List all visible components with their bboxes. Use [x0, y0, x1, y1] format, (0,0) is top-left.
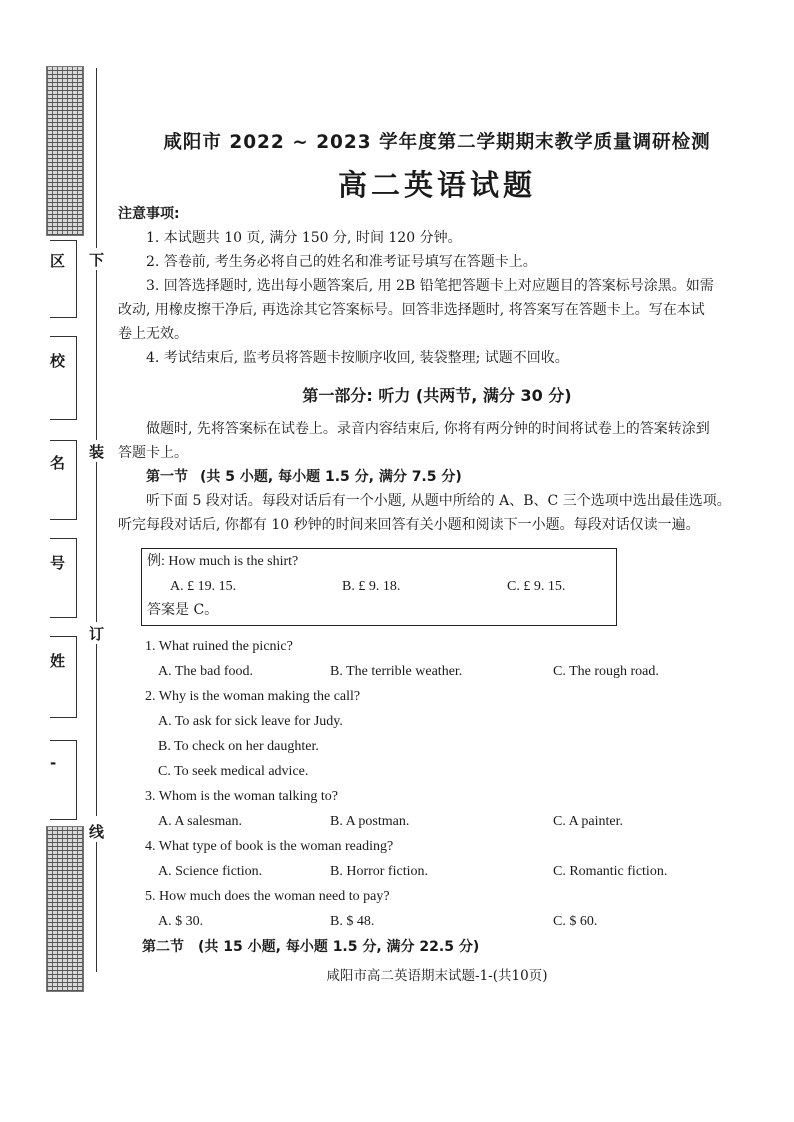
option-c: C. $ 60. [553, 914, 598, 929]
binding-line [96, 68, 97, 248]
part-title: 第一部分: 听力 (共两节, 满分 30 分) [302, 386, 572, 405]
field-char: 号 [50, 554, 66, 572]
binding-label-ding: 订 [89, 625, 105, 643]
binding-label-zhuang: 装 [89, 443, 105, 461]
option-a: A. A salesman. [158, 814, 242, 829]
option-c: C. Romantic fiction. [553, 864, 668, 879]
binding-line [96, 462, 97, 622]
notes-heading: 注意事项: [118, 206, 180, 222]
notes-item: 3. 回答选择题时, 选出每小题答案后, 用 2B 铅笔把答题卡上对应题目的答案标号涂黑。如需 [146, 278, 714, 294]
question: 3. Whom is the woman talking to? [145, 789, 338, 804]
option-b: B. A postman. [330, 814, 410, 829]
notes-item: 改动, 用橡皮擦干净后, 再选涂其它答案标号。回答非选择题时, 将答案写在答题卡上。写在本试 [118, 302, 705, 318]
section1-label: 第一节 [146, 469, 188, 485]
example-option-b: B. £ 9. 18. [342, 579, 401, 594]
option-a: A. The bad food. [158, 664, 253, 679]
binding-line [96, 644, 97, 816]
section2-label: 第二节 [142, 939, 184, 955]
option-c: C. The rough road. [553, 664, 659, 679]
option-a: A. Science fiction. [158, 864, 263, 879]
option-c: C. To seek medical advice. [158, 764, 309, 779]
qr-code-bottom [46, 826, 84, 992]
question: 1. What ruined the picnic? [145, 639, 293, 654]
binding-label-xian: 线 [89, 823, 105, 841]
field-char: - [50, 754, 57, 772]
field-char: 姓 [50, 652, 66, 670]
example-question: 例: How much is the shirt? [147, 554, 299, 569]
field-box-school[interactable] [50, 336, 77, 420]
question: 2. Why is the woman making the call? [145, 689, 361, 704]
notes-item: 2. 答卷前, 考生务必将自己的姓名和准考证号填写在答题卡上。 [146, 254, 537, 270]
field-char: 校 [50, 352, 66, 370]
option-a: A. To ask for sick leave for Judy. [158, 714, 343, 729]
field-char: 区 [50, 252, 66, 270]
example-option-c: C. £ 9. 15. [507, 579, 566, 594]
exam-name: 咸阳市 2022 ~ 2023 学年度第二学期期末教学质量调研检测 [163, 132, 711, 153]
example-answer: 答案是 C。 [147, 602, 219, 618]
part-intro: 答题卡上。 [118, 445, 188, 461]
option-b: B. $ 48. [330, 914, 375, 929]
field-box-extra[interactable] [50, 740, 77, 820]
field-box-surname[interactable] [50, 636, 77, 718]
page-footer: 咸阳市高二英语期末试题-1-(共10页) [326, 968, 548, 984]
option-a: A. $ 30. [158, 914, 204, 929]
option-b: B. The terrible weather. [330, 664, 463, 679]
field-char: 名 [50, 454, 66, 472]
section1-info: (共 5 小题, 每小题 1.5 分, 满分 7.5 分) [200, 469, 462, 485]
option-b: B. To check on her daughter. [158, 739, 319, 754]
question: 5. How much does the woman need to pay? [145, 889, 390, 904]
binding-label-xia: 下 [89, 251, 105, 269]
example-option-a: A. £ 19. 15. [170, 579, 237, 594]
notes-item: 1. 本试题共 10 页, 满分 150 分, 时间 120 分钟。 [146, 230, 462, 246]
notes-item: 卷上无效。 [118, 326, 188, 342]
qr-code-top [46, 66, 84, 236]
section1-instruction: 听完每段对话后, 你都有 10 秒钟的时间来回答有关小题和阅读下一小题。每段对话仅读一遍。 [118, 517, 700, 533]
exam-title: 高二英语试题 [337, 168, 536, 202]
field-box-number[interactable] [50, 538, 77, 618]
part-intro: 做题时, 先将答案标在试卷上。录音内容结束后, 你将有两分钟的时间将试卷上的答案转涂到 [146, 421, 710, 437]
section1-instruction: 听下面 5 段对话。每段对话后有一个小题, 从题中所给的 A、B、C 三个选项中选出最佳选项。 [146, 493, 731, 509]
binding-line [96, 842, 97, 972]
question: 4. What type of book is the woman reading? [145, 839, 394, 854]
section2-info: (共 15 小题, 每小题 1.5 分, 满分 22.5 分) [198, 939, 480, 955]
notes-item: 4. 考试结束后, 监考员将答题卡按顺序收回, 装袋整理; 试题不回收。 [146, 350, 569, 366]
option-b: B. Horror fiction. [330, 864, 428, 879]
binding-line [96, 270, 97, 440]
option-c: C. A painter. [553, 814, 623, 829]
